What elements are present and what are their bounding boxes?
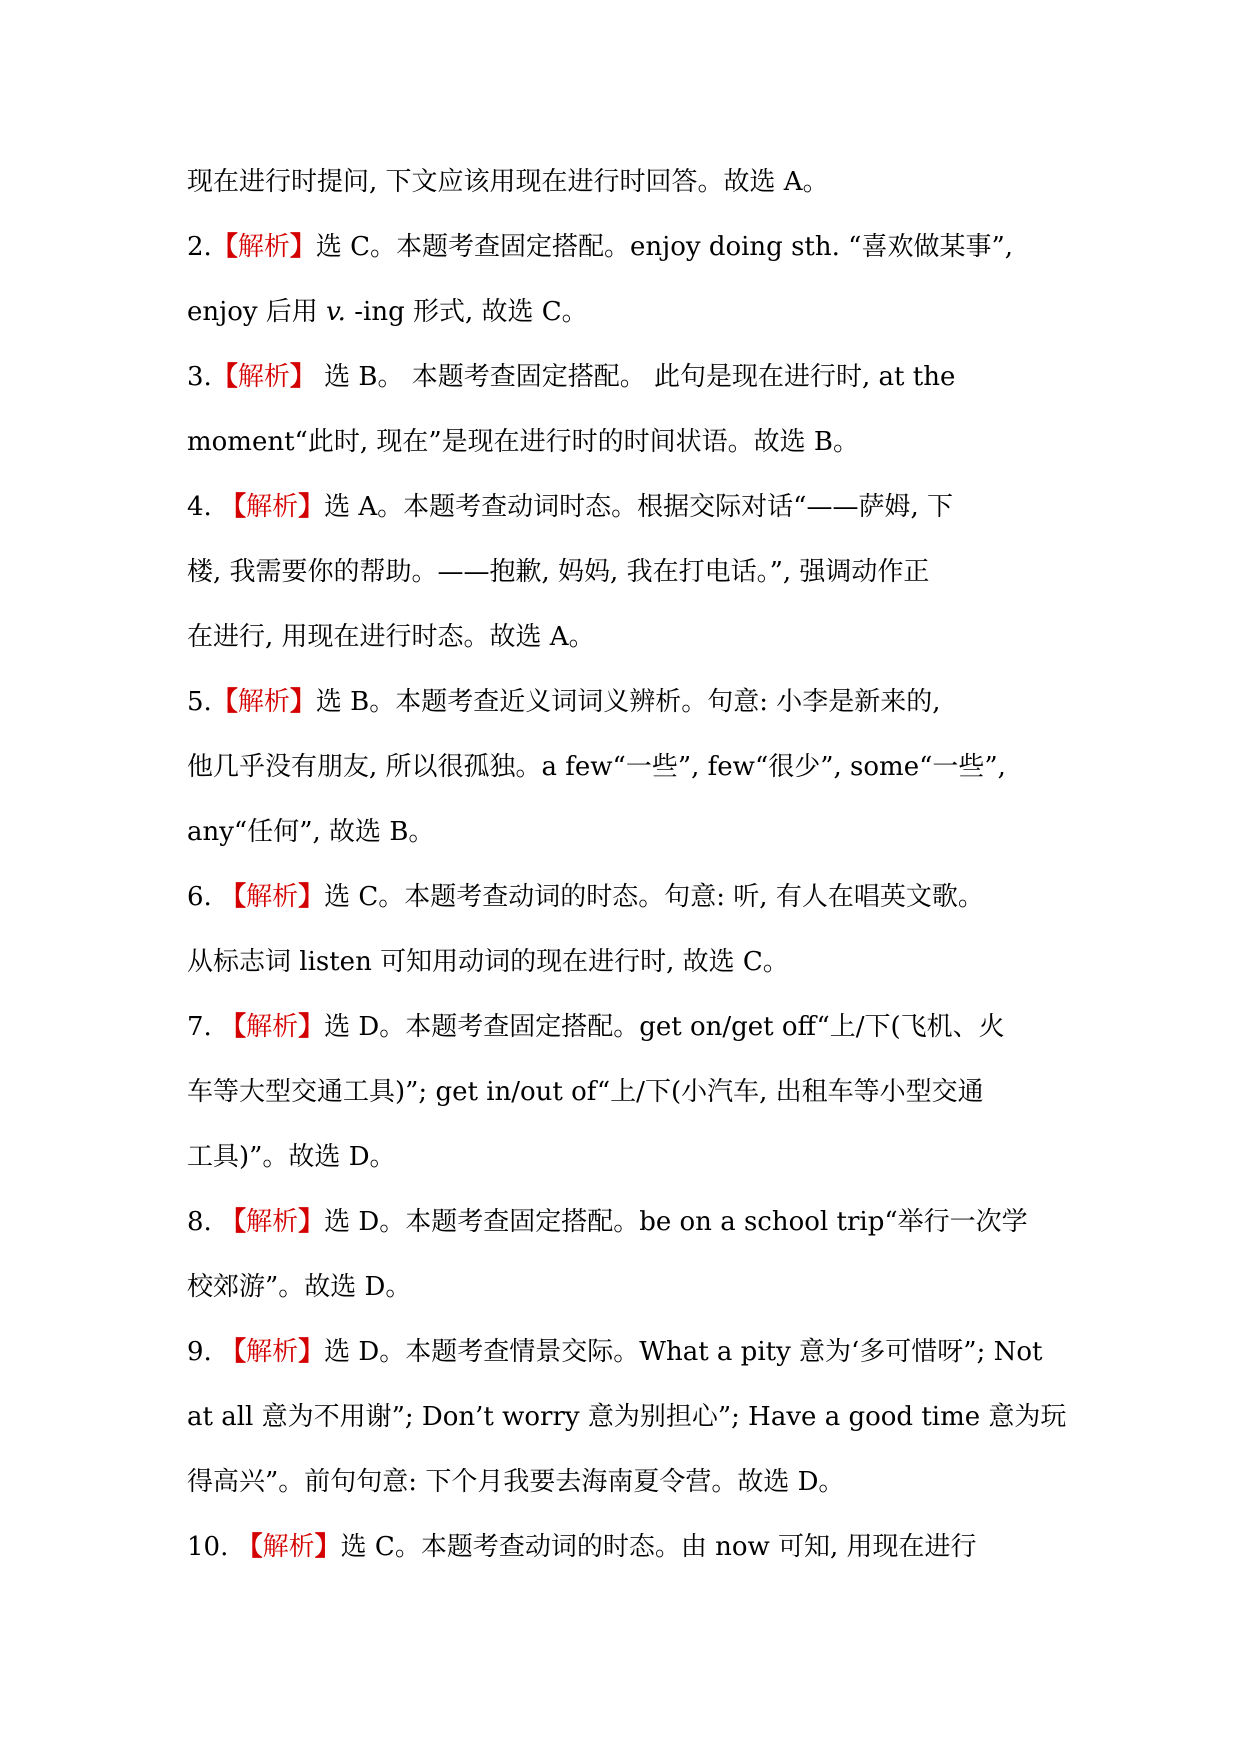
analysis-tag: 解析 [237, 687, 290, 717]
text-line [187, 605, 1072, 670]
text-line [187, 800, 1072, 865]
text-line [187, 930, 1072, 995]
analysis-tag: 解析 [246, 492, 299, 522]
document-body [187, 150, 1072, 1580]
analysis-tag: 解析 [237, 232, 290, 262]
line-text: 得高兴”。前句句意: 下个月我要去海南夏令营。故选 D。 [187, 1467, 845, 1497]
item-number: 2. [187, 232, 212, 262]
answer-line: 9. 【解析】选 D。本题考查情景交际。What a pity 意为‘多可惜呀”; Not [187, 1337, 1043, 1367]
text-line: enjoy 后用 v. -ing 形式, 故选 C。 [187, 297, 588, 327]
text-line [187, 1125, 1072, 1190]
text-line [187, 1450, 1072, 1515]
answer-line: 4. 【解析】选 A。本题考查动词时态。根据交际对话“——萨姆, 下 [187, 492, 953, 522]
analysis-tag: 解析 [246, 1337, 299, 1367]
line-text: moment“此时, 现在”是现在进行时的时间状语。故选 B。 [187, 427, 860, 457]
text-line [187, 1255, 1072, 1320]
answer-line: 8. 【解析】选 D。本题考查固定搭配。be on a school trip“举行一次学 [187, 1207, 1028, 1237]
text-line [187, 540, 1072, 605]
line-text: 选 D。本题考查固定搭配。get on/get off“上/下(飞机、火 [324, 1012, 1005, 1042]
line-text: 选 C。本题考查固定搭配。enjoy doing sth. “喜欢做某事”, [315, 232, 1013, 262]
answer-line: 10. 【解析】选 C。本题考查动词的时态。由 now 可知, 用现在进行 [187, 1532, 977, 1562]
line-text: at all 意为不用谢”; Don’t worry 意为别担心”; Have a good time 意为玩 [187, 1402, 1067, 1432]
answer-line: 3.【解析】 选 B。 本题考查固定搭配。 此句是现在进行时, at the [187, 362, 956, 392]
analysis-tag: 解析 [262, 1532, 315, 1562]
line-text: 选 B。 本题考查固定搭配。 此句是现在进行时, at the [315, 362, 956, 392]
analysis-tag: 解析 [246, 1012, 299, 1042]
text-line [187, 735, 1072, 800]
line-text: 选 B。本题考查近义词词义辨析。句意: 小李是新来的, [315, 687, 941, 717]
item-number: 10. [187, 1532, 237, 1562]
line-text: 选 D。本题考查情景交际。What a pity 意为‘多可惜呀”; Not [324, 1337, 1043, 1367]
line-text: any“任何”, 故选 B。 [187, 817, 435, 847]
item-number: 3. [187, 362, 212, 392]
line-text: 选 D。本题考查固定搭配。be on a school trip“举行一次学 [324, 1207, 1028, 1237]
answer-line: 7. 【解析】选 D。本题考查固定搭配。get on/get off“上/下(飞机、火 [187, 1012, 1005, 1042]
line-text: 选 C。本题考查动词的时态。句意: 听, 有人在唱英文歌。 [324, 882, 984, 912]
answer-line: 5.【解析】选 B。本题考查近义词词义辨析。句意: 小李是新来的, [187, 687, 941, 717]
line-text: 选 A。本题考查动词时态。根据交际对话“——萨姆, 下 [324, 492, 953, 522]
analysis-tag: 解析 [246, 882, 299, 912]
answer-line: 6. 【解析】选 C。本题考查动词的时态。句意: 听, 有人在唱英文歌。 [187, 882, 984, 912]
item-number: 6. [187, 882, 221, 912]
line-text: 从标志词 listen 可知用动词的现在进行时, 故选 C。 [187, 947, 789, 977]
analysis-tag: 解析 [237, 362, 290, 392]
line-text: 工具)”。故选 D。 [187, 1142, 396, 1172]
answer-line: 2.【解析】选 C。本题考查固定搭配。enjoy doing sth. “喜欢做某事”, [187, 232, 1013, 262]
item-number: 9. [187, 1337, 221, 1367]
item-number: 8. [187, 1207, 221, 1237]
line-text: 在进行, 用现在进行时态。故选 A。 [187, 622, 595, 652]
line-text: 现在进行时提问, 下文应该用现在进行时回答。故选 A。 [187, 167, 829, 197]
line-text: 选 C。本题考查动词的时态。由 now 可知, 用现在进行 [340, 1532, 977, 1562]
text-line [187, 1060, 1072, 1125]
line-text: 他几乎没有朋友, 所以很孤独。a few“一些”, few“很少”, some“一些”, [187, 752, 1006, 782]
line-text: 校郊游”。故选 D。 [187, 1272, 412, 1302]
text-line [187, 1385, 1072, 1450]
analysis-tag: 解析 [246, 1207, 299, 1237]
text-line [187, 410, 1072, 475]
line-text: 楼, 我需要你的帮助。——抱歉, 妈妈, 我在打电话。”, 强调动作正 [187, 557, 930, 587]
item-number: 4. [187, 492, 221, 522]
item-number: 5. [187, 687, 212, 717]
line-text: 车等大型交通工具)”; get in/out of“上/下(小汽车, 出租车等小型交通 [187, 1077, 984, 1107]
item-number: 7. [187, 1012, 221, 1042]
text-line [187, 150, 1072, 215]
